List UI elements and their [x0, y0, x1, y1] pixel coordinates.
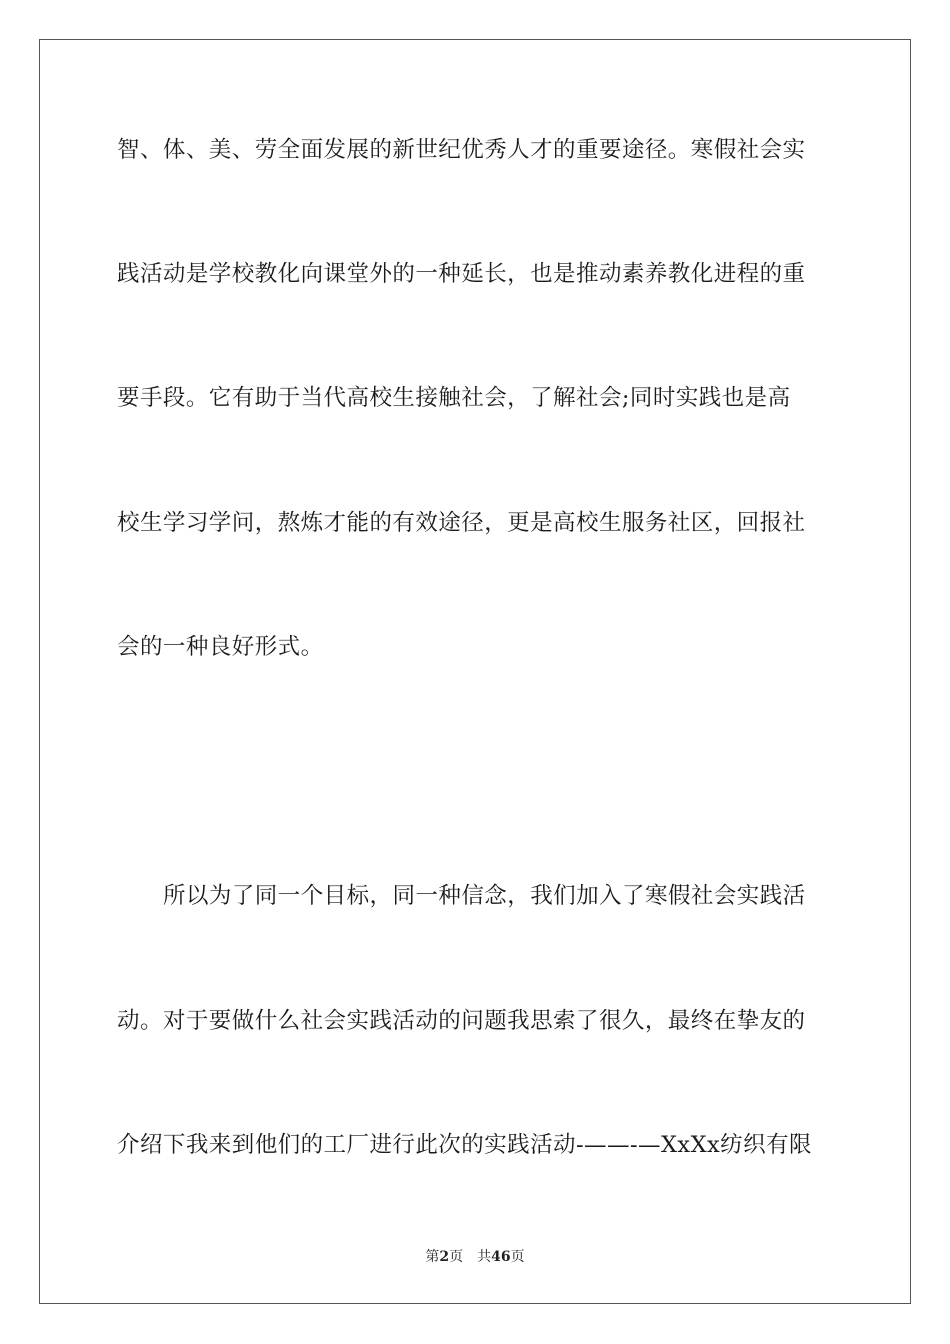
text-line: 智、体、美、劳全面发展的新世纪优秀人才的重要途径。寒假社会实 [117, 137, 806, 163]
total-prefix: 共 [477, 1249, 492, 1265]
text-line: 动。对于要做什么社会实践活动的问题我思索了很久，最终在挚友的 [117, 1008, 806, 1034]
page-footer [0, 1247, 950, 1267]
text-line: 要手段。它有助于当代高校生接触社会，了解社会;同时实践也是高 [117, 385, 791, 411]
text-line: 介绍下我来到他们的工厂进行此次的实践活动-——-—XxXx纺织有限 [117, 1132, 812, 1158]
page-border [39, 39, 911, 1304]
total-pages: 46 [491, 1249, 511, 1265]
page-suffix: 页 [449, 1249, 464, 1265]
text-line: 所以为了同一个目标，同一种信念，我们加入了寒假社会实践活 [163, 883, 806, 909]
text-line: 校生学习学问，熬炼才能的有效途径，更是高校生服务社区，回报社 [117, 510, 806, 536]
page-prefix: 第 [425, 1249, 440, 1265]
page-number: 2 [439, 1249, 450, 1265]
text-line: 践活动是学校教化向课堂外的一种延长，也是推动素养教化进程的重 [117, 261, 806, 287]
total-suffix: 页 [510, 1249, 525, 1265]
text-line: 会的一种良好形式。 [117, 634, 324, 660]
